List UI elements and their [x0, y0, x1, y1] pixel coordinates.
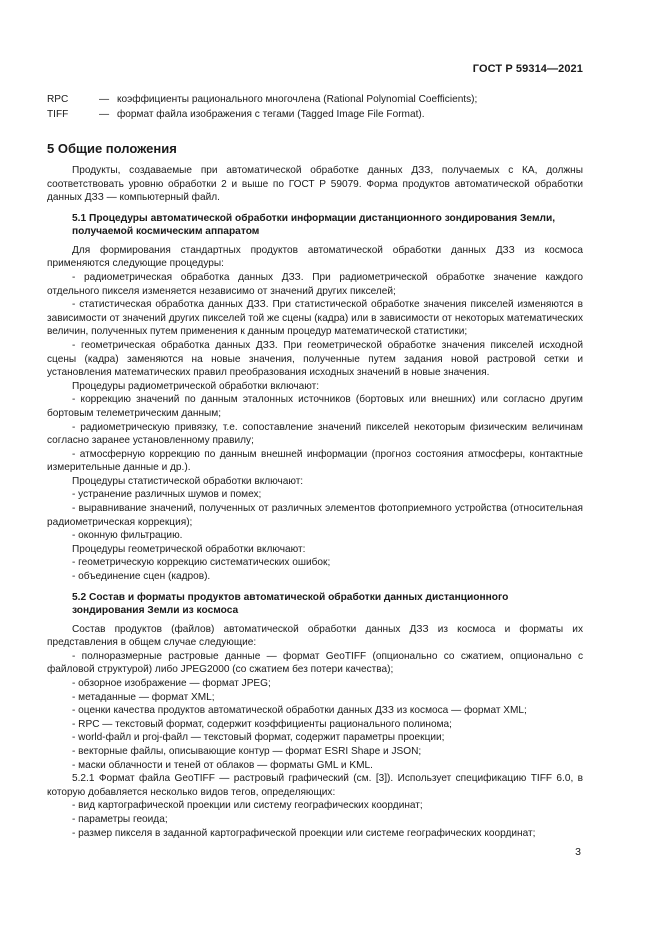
abbreviation-description: коэффициенты рационального многочлена (Rational Polynomial Coefficients);: [117, 94, 478, 105]
paragraph: Для формирования стандартных продуктов автоматической обработки данных ДЗЗ из космоса применяются следующие процедуры:: [47, 244, 583, 270]
abbreviation-dash: —: [99, 109, 110, 120]
section-5-1-heading: 5.1 Процедуры автоматической обработки информации дистанционного зондирования Земли, получаемой космическим аппаратом: [72, 212, 556, 238]
paragraph: - объединение сцен (кадров).: [72, 571, 211, 583]
paragraph: - коррекцию значений по данным эталонных источников (бортовых или внешних) или согласно другим бортовым телеметрическим данным;: [47, 394, 583, 419]
paragraph: - оценки качества продуктов автоматической обработки данных ДЗЗ из космоса — формат XML;: [72, 705, 527, 717]
page-number: 3: [575, 846, 581, 858]
abbreviation-description: формат файла изображения с тегами (Tagged Image File Format).: [117, 109, 425, 120]
page-content: [47, 92, 583, 840]
paragraph: Процедуры геометрической обработки включают:: [72, 543, 306, 555]
paragraph: - геометрическая обработка данных ДЗЗ. При геометрической обработке значения пикселей исходной сцены (кадра) заменяются на новые значения, полученные путем задания новой растровой сетки и установления математических правил преобразования исходных значений в новые значения.: [47, 339, 583, 379]
paragraph: - обзорное изображение — формат JPEG;: [72, 678, 271, 689]
paragraph: - радиометрическую привязку, т.е. сопоставление значений пикселей некоторым физическим величинам согласно заранее установленному правилу;: [47, 421, 583, 447]
paragraph: - векторные файлы, описывающие контур — формат ESRI Shape и JSON;: [72, 745, 422, 757]
paragraph: - world-файл и proj-файл — текстовый формат, содержит параметры проекции;: [72, 732, 445, 744]
paragraph: - метаданные — формат XML;: [72, 691, 215, 703]
paragraph: Состав продуктов (файлов) автоматической обработки данных ДЗЗ из космоса и форматы их представления в общем случае следующие:: [47, 623, 583, 649]
paragraph: - вид картографической проекции или систему географических координат;: [72, 800, 423, 812]
abbreviation-term: RPC: [47, 94, 69, 105]
paragraph: 5.2.1 Формат файла GeoTIFF — растровый графический (см. [3]). Использует спецификацию TIFF 6.0, в которую добавляется несколько видов тегов, определяющих:: [47, 773, 583, 798]
paragraph: - оконную фильтрацию.: [72, 530, 183, 542]
paragraph: Процедуры радиометрической обработки включают:: [72, 380, 320, 392]
paragraph: - размер пикселя в заданной картографической проекции или системе географических координат;: [72, 827, 536, 839]
paragraph: - полноразмерные растровые данные — формат GeoTIFF (опционально со сжатием, опционально с файловой структурой) либо JPEG2000 (со сжатием без потери качества);: [47, 650, 583, 676]
paragraph: - геометрическую коррекцию систематических ошибок;: [72, 557, 331, 569]
paragraph: - устранение различных шумов и помех;: [72, 489, 262, 501]
paragraph: - статистическая обработка данных ДЗЗ. При статистической обработке значения пикселей изменяются в зависимости от значений других пикселей той же сцены (кадра) или в зависимости от некоторых математических величин, полученных путем применения к данным процедур математической статистики;: [47, 299, 583, 338]
paragraph: - параметры геоида;: [72, 813, 168, 825]
paragraph: - радиометрическая обработка данных ДЗЗ. При радиометрической обработке значение каждого отдельного пикселя изменяется независимо от значений других пикселей;: [47, 271, 583, 297]
paragraph: - RPC — текстовый формат, содержит коэффициенты рационального полинома;: [72, 718, 452, 730]
section-5-heading: 5 Общие положения: [47, 141, 177, 156]
abbreviation-row: [47, 107, 583, 122]
document-id: ГОСТ Р 59314—2021: [472, 63, 583, 75]
abbreviation-term: TIFF: [47, 109, 69, 120]
paragraph: - выравнивание значений, полученных от различных элементов фотоприемного устройства (относительная радиометрическая коррекция);: [47, 503, 583, 528]
paragraph: Процедуры статистической обработки включают:: [72, 475, 304, 487]
section-5-intro: Продукты, создаваемые при автоматической обработке данных ДЗЗ, получаемых с КА, должны соответствовать уровню обработки 2 и выше по ГОСТ Р 59079. Форма продуктов автоматической обработки данных ДЗЗ — компьютерный файл.: [47, 165, 583, 204]
section-5-2-body: [47, 623, 583, 841]
abbreviation-dash: —: [99, 94, 110, 105]
abbreviation-row: [47, 92, 583, 107]
paragraph: - маски облачности и теней от облаков — форматы GML и KML.: [72, 759, 373, 771]
section-5-1-body: [47, 244, 583, 584]
paragraph: - атмосферную коррекцию по данным внешней информации (прогноз состояния атмосферы, контактные измерительные данные и др.).: [47, 448, 583, 474]
section-5-2-heading: 5.2 Состав и форматы продуктов автоматической обработки данных дистанционного зондирования Земли из космоса: [72, 591, 509, 617]
